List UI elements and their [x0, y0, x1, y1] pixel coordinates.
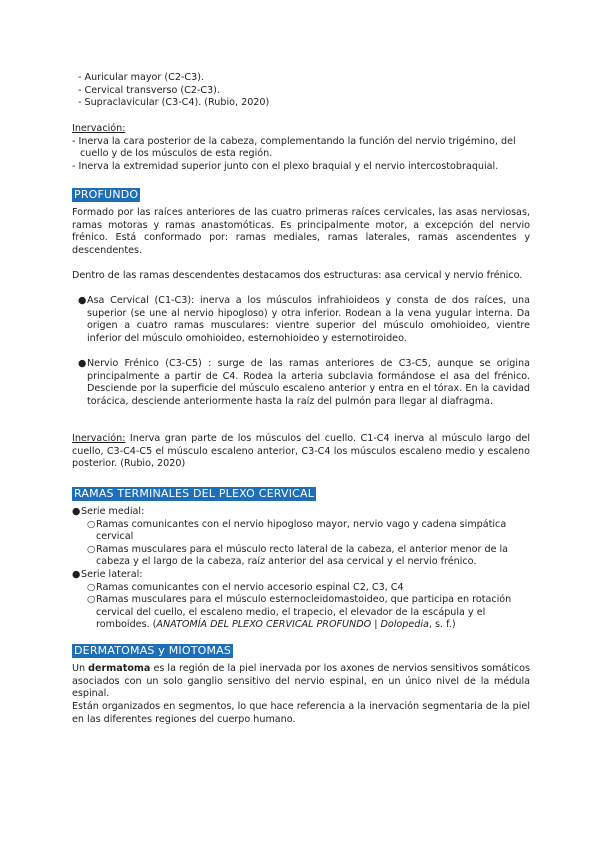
text-run: Un	[72, 663, 89, 674]
list-item-text: Ramas comunicantes con el nervio accesorio espinal C2, C3, C4	[96, 581, 404, 593]
inervacion-line: cuello y de los músculos de esta región.	[80, 148, 273, 160]
section-heading-profundo: PROFUNDO	[74, 188, 139, 201]
profundo-paragraph: Formado por las raíces anteriores de las cuatro primeras raíces cervicales, las asas nerviosas, ramas motoras y ramas anastomóticas. Es principalmente motor, a excepción del nervio frénico. Está conformado por: ramas mediales, ramas laterales, ramas ascendentes y descendentes.	[72, 207, 530, 256]
circle-bullet-icon: ○	[87, 518, 96, 530]
dermatoma-term: dermatoma	[88, 663, 151, 674]
serie-lateral	[72, 569, 532, 582]
list-item: - Supraclavicular (C3-C4). (Rubio, 2020)	[78, 97, 270, 109]
list-item-text: Ramas musculares para el músculo esternocleidomastoideo, que participa en rotación cervical del cuello, el escaleno medio, el trapecio, el elevador de la escápula y el romboides.	[96, 594, 512, 631]
inervacion-heading: Inervación:	[72, 433, 126, 444]
serie-label: Serie medial:	[81, 506, 145, 517]
ramas-heading-wrap	[72, 487, 530, 502]
citation-title: ANATOMÍA DEL PLEXO CERVICAL PROFUNDO | Dolopedia	[156, 619, 429, 631]
circle-bullet-icon: ○	[87, 594, 96, 606]
serie-medial	[72, 506, 532, 519]
list-item: - Auricular mayor (C2-C3).	[78, 72, 205, 83]
bullet-dot-icon: ●	[78, 358, 87, 369]
list-item	[72, 544, 532, 569]
citation-rest: , s. f.)	[428, 619, 456, 631]
profundo-inervacion	[72, 433, 530, 471]
section-heading-dermatomas: DERMATOMAS y MIOTOMAS	[74, 644, 232, 657]
bullet-asa-cervical	[78, 295, 530, 345]
branch-list	[78, 72, 528, 110]
list-item	[72, 519, 532, 544]
bullet-text: Nervio Frénico (C3-C5) : surge de las ramas anteriores de C3-C5, aunque se origina principalmente a partir de C4. Rodea la arteria subclavia formándose el asa del frénico. Desciende por la superficie del músculo escaleno anterior y entra en el tórax. En la cavidad torácica, desciende anteriormente hasta la raíz del pulmón para llegar al diafragma.	[87, 358, 530, 407]
bullet-dot-icon: ●	[78, 295, 87, 306]
circle-bullet-icon: ○	[87, 581, 96, 593]
profundo-paragraph-2: Dentro de las ramas descendentes destacamos dos estructuras: asa cervical y nervio frénico.	[72, 270, 523, 281]
list-item-text: Ramas comunicantes con el nervio hipogloso mayor, nervio vago y cadena simpática cervical	[96, 518, 507, 543]
bullet-dot-icon: ●	[72, 568, 81, 580]
inervacion-section	[72, 123, 530, 173]
dermatomas-paragraph-2: Están organizados en segmentos, lo que hace referencia a la inervación segmentaria de la piel en las diferentes regiones del cuerpo humano.	[72, 701, 530, 725]
dermatomas-heading-wrap	[72, 644, 530, 659]
ramas-list	[72, 506, 532, 632]
list-item	[72, 582, 532, 595]
bullet-text: Asa Cervical (C1-C3): inerva a los músculos infrahioideos y consta de dos raíces, una superior (se une al nervio hipogloso) y otra inferior. Rodean a la vena yugular interna. Da origen a cuatro ramas musculares: vientre superior del músculo omohioideo, vientre inferior del músculo omohioideo, esternohioideo y esternotiroideo.	[87, 295, 530, 344]
list-item: - Cervical transverso (C2-C3).	[78, 84, 220, 96]
inervacion-line: - Inerva la cara posterior de la cabeza, complementando la función del nervio trigémino, del	[72, 135, 516, 147]
serie-label: Serie lateral:	[81, 568, 143, 580]
dermatomas-paragraph	[72, 663, 530, 701]
circle-bullet-icon: ○	[87, 543, 96, 555]
bullet-nervio-frenico	[78, 358, 530, 408]
bullet-dot-icon: ●	[72, 506, 81, 517]
inervacion-text: Inerva gran parte de los músculos del cuello. C1-C4 inerva al músculo largo del cuello, C3-C4-C5 el músculo escaleno anterior, C3-C4 los músculos escaleno medio y escaleno posterior. (Rubio, 2020)	[72, 433, 530, 470]
text-run: es la región de la piel inervada por los axones de nervios sensitivos somáticos asociados con un solo ganglio sensitivo del nervio espinal, en un único nivel de la médula espinal.	[72, 663, 530, 700]
inervacion-heading: Inervación:	[72, 123, 126, 134]
profundo-heading-wrap	[72, 188, 530, 203]
list-item: ○ Ramas musculares para el músculo esternocleidomastoideo, que participa en rotación cervical del cuello, el escaleno medio, el trapecio, el elevador de la escápula y el romboides. (ANATOMÍA DEL PLEXO CERVICAL PROFUNDO | Dolopedia, s. f.)	[87, 594, 512, 631]
section-heading-ramas: RAMAS TERMINALES DEL PLEXO CERVICAL	[74, 487, 315, 500]
inervacion-line: - Inerva la extremidad superior junto con el plexo braquial y el nervio intercostobraquial.	[72, 160, 499, 172]
list-item-text: Ramas musculares para el músculo recto lateral de la cabeza, el anterior menor de la cabeza y el largo de la cabeza, raíz anterior del asa cervical y el nervio frénico.	[96, 543, 509, 568]
